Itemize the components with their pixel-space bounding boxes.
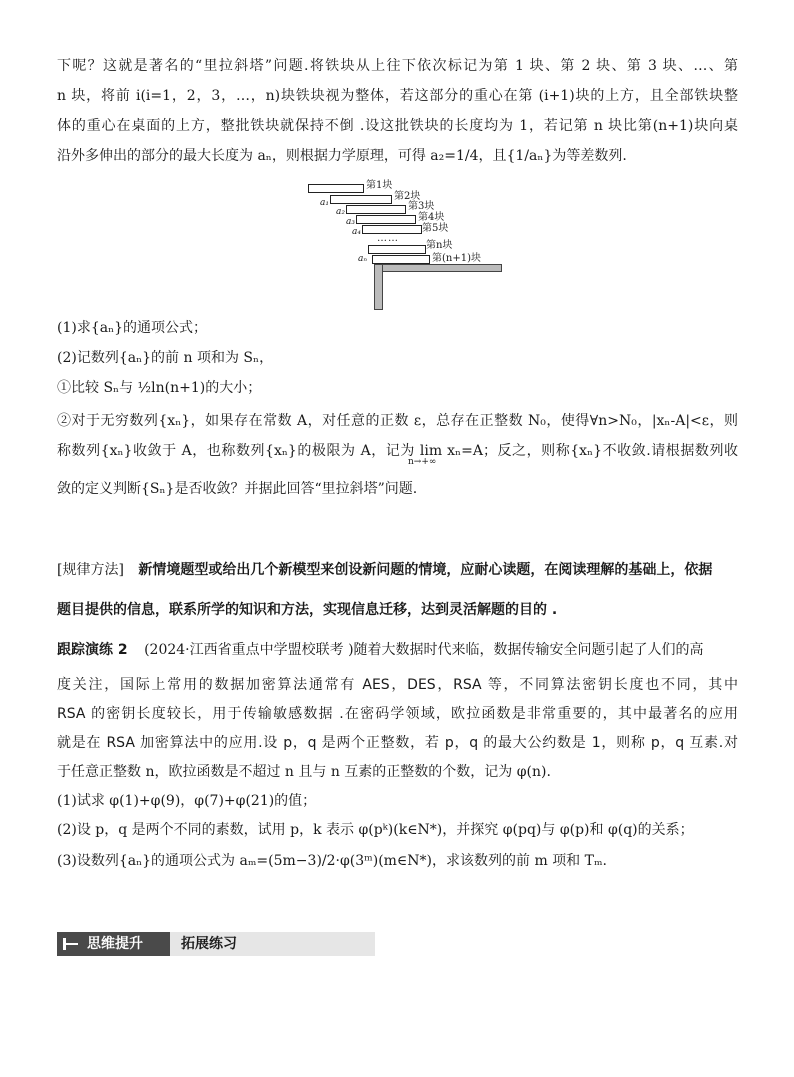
- table-leg: [374, 264, 383, 310]
- intro-line-1: 下呢？这就是著名的“里拉斜塔”问题.将铁块从上往下依次标记为第 1 块、第 2 块、第 3 块、…、第: [57, 58, 738, 74]
- label-an: aₙ: [358, 254, 368, 264]
- practice-question-3: (3)设数列{aₙ}的通项公式为 aₘ=(5m−3)/2·φ(3ᵐ)(m∈N*)，求该数列的前 m 项和 Tₘ.: [57, 853, 608, 869]
- figure-ellipsis: ……: [377, 233, 399, 244]
- method-text-1: 新情境题型或给出几个新模型来创设新问题的情境，应耐心读题，在阅读理解的基础上，依据: [138, 562, 713, 578]
- question-2a: ①比较 Sₙ与 ½ln(n+1)的大小；: [57, 380, 262, 396]
- practice-line-4: 就是在 RSA 加密算法中的应用.设 p，q 是两个正整数，若 p，q 的最大公约数是 1，则称 p，q 互素.对: [57, 735, 738, 751]
- intro-line-4: 沿外多伸出的部分的最大长度为 aₙ，则根据力学原理，可得 a₂=1/4，且{1/aₙ}为等差数列.: [57, 148, 627, 164]
- practice-question-1: (1)试求 φ(1)+φ(9)，φ(7)+φ(21)的值；: [57, 793, 317, 809]
- section-subtitle: 拓展练习: [181, 936, 237, 952]
- leaning-tower-figure: [300, 180, 500, 310]
- label-a2: a₂: [336, 207, 345, 217]
- block-n-plus-1: [372, 255, 430, 264]
- label-a1: a₁: [320, 198, 329, 208]
- practice-line-1-rest: 随着大数据时代来临，数据传输安全问题引起了人们的高: [353, 642, 704, 658]
- label-block-2: 第2块: [394, 191, 421, 202]
- practice-line-2: 度关注，国际上常用的数据加密算法通常有 AES，DES，RSA 等，不同算法密钥长度也不同，其中: [57, 677, 738, 693]
- block-n: [368, 245, 426, 254]
- practice-line-3: RSA 的密钥长度较长，用于传输敏感数据 .在密码学领域，欧拉函数是非常重要的，其中最著名的应用: [57, 706, 738, 722]
- label-a3: a₃: [346, 217, 355, 227]
- label-block-1: 第1块: [366, 180, 393, 191]
- intro-line-3: 体的重心在桌面的上方，整批铁块就保持不倒 .设这批铁块的长度均为 1，若记第 n 块比第(n+1)块向桌: [57, 118, 738, 134]
- label-block-n-plus-1: 第(n+1)块: [432, 253, 481, 264]
- label-block-5: 第5块: [422, 223, 449, 234]
- question-2b-line-3: 敛的定义判断{Sₙ}是否收敛？并据此回答“里拉斜塔”问题.: [57, 481, 418, 497]
- method-line-2: 题目提供的信息，联系所学的知识和方法，实现信息迁移，达到灵活解题的目的 .: [57, 602, 558, 618]
- label-block-4: 第4块: [418, 212, 445, 223]
- question-2b-line-1: ②对于无穷数列{xₙ}，如果存在常数 A，对任意的正数 ε，总存在正整数 N₀，使得∀n>N₀，|xₙ-A|<ε，则: [57, 413, 738, 429]
- practice-line-5: 于任意正整数 n，欧拉函数是不超过 n 且与 n 互素的正整数的个数，记为 φ(n).: [57, 764, 551, 780]
- section-header-dark: [57, 932, 170, 956]
- block-2: [330, 195, 392, 204]
- method-line-1: [57, 560, 738, 580]
- practice-question-2: (2)设 p，q 是两个不同的素数，试用 p，k 表示 φ(pᵏ)(k∈N*)，并探究 φ(pq)与 φ(p)和 φ(q)的关系；: [57, 822, 694, 838]
- section-mark-icon: [63, 938, 77, 950]
- practice-source: (2024·江西省重点中学盟校联考 ): [144, 642, 354, 658]
- section-header: [57, 932, 375, 956]
- practice-line-1: [57, 640, 738, 660]
- table-top: [374, 264, 502, 272]
- label-a4: a₄: [352, 227, 361, 237]
- practice-label: 跟踪演练 2: [57, 642, 128, 658]
- limit-subscript: n→+∞: [408, 457, 437, 467]
- section-title: 思维提升: [87, 936, 143, 952]
- intro-line-2: n 块，将前 i(i=1，2，3，…，n)块铁块视为整体，若这部分的重心在第 (i+1)块的上方，且全部铁块整: [57, 88, 738, 104]
- block-1: [308, 184, 364, 193]
- question-2: (2)记数列{aₙ}的前 n 项和为 Sₙ，: [57, 350, 274, 366]
- label-block-3: 第3块: [408, 201, 435, 212]
- block-4: [356, 215, 416, 224]
- label-block-n: 第n块: [426, 240, 453, 251]
- method-tag: [规律方法]: [57, 562, 124, 578]
- question-2b-line-2: 称数列{xₙ}收敛于 A，也称数列{xₙ}的极限为 A，记为 lim xₙ=A；反之，则称{xₙ}不收敛.请根据数列收: [57, 443, 738, 459]
- question-1: (1)求{aₙ}的通项公式；: [57, 320, 208, 336]
- block-3: [346, 205, 406, 214]
